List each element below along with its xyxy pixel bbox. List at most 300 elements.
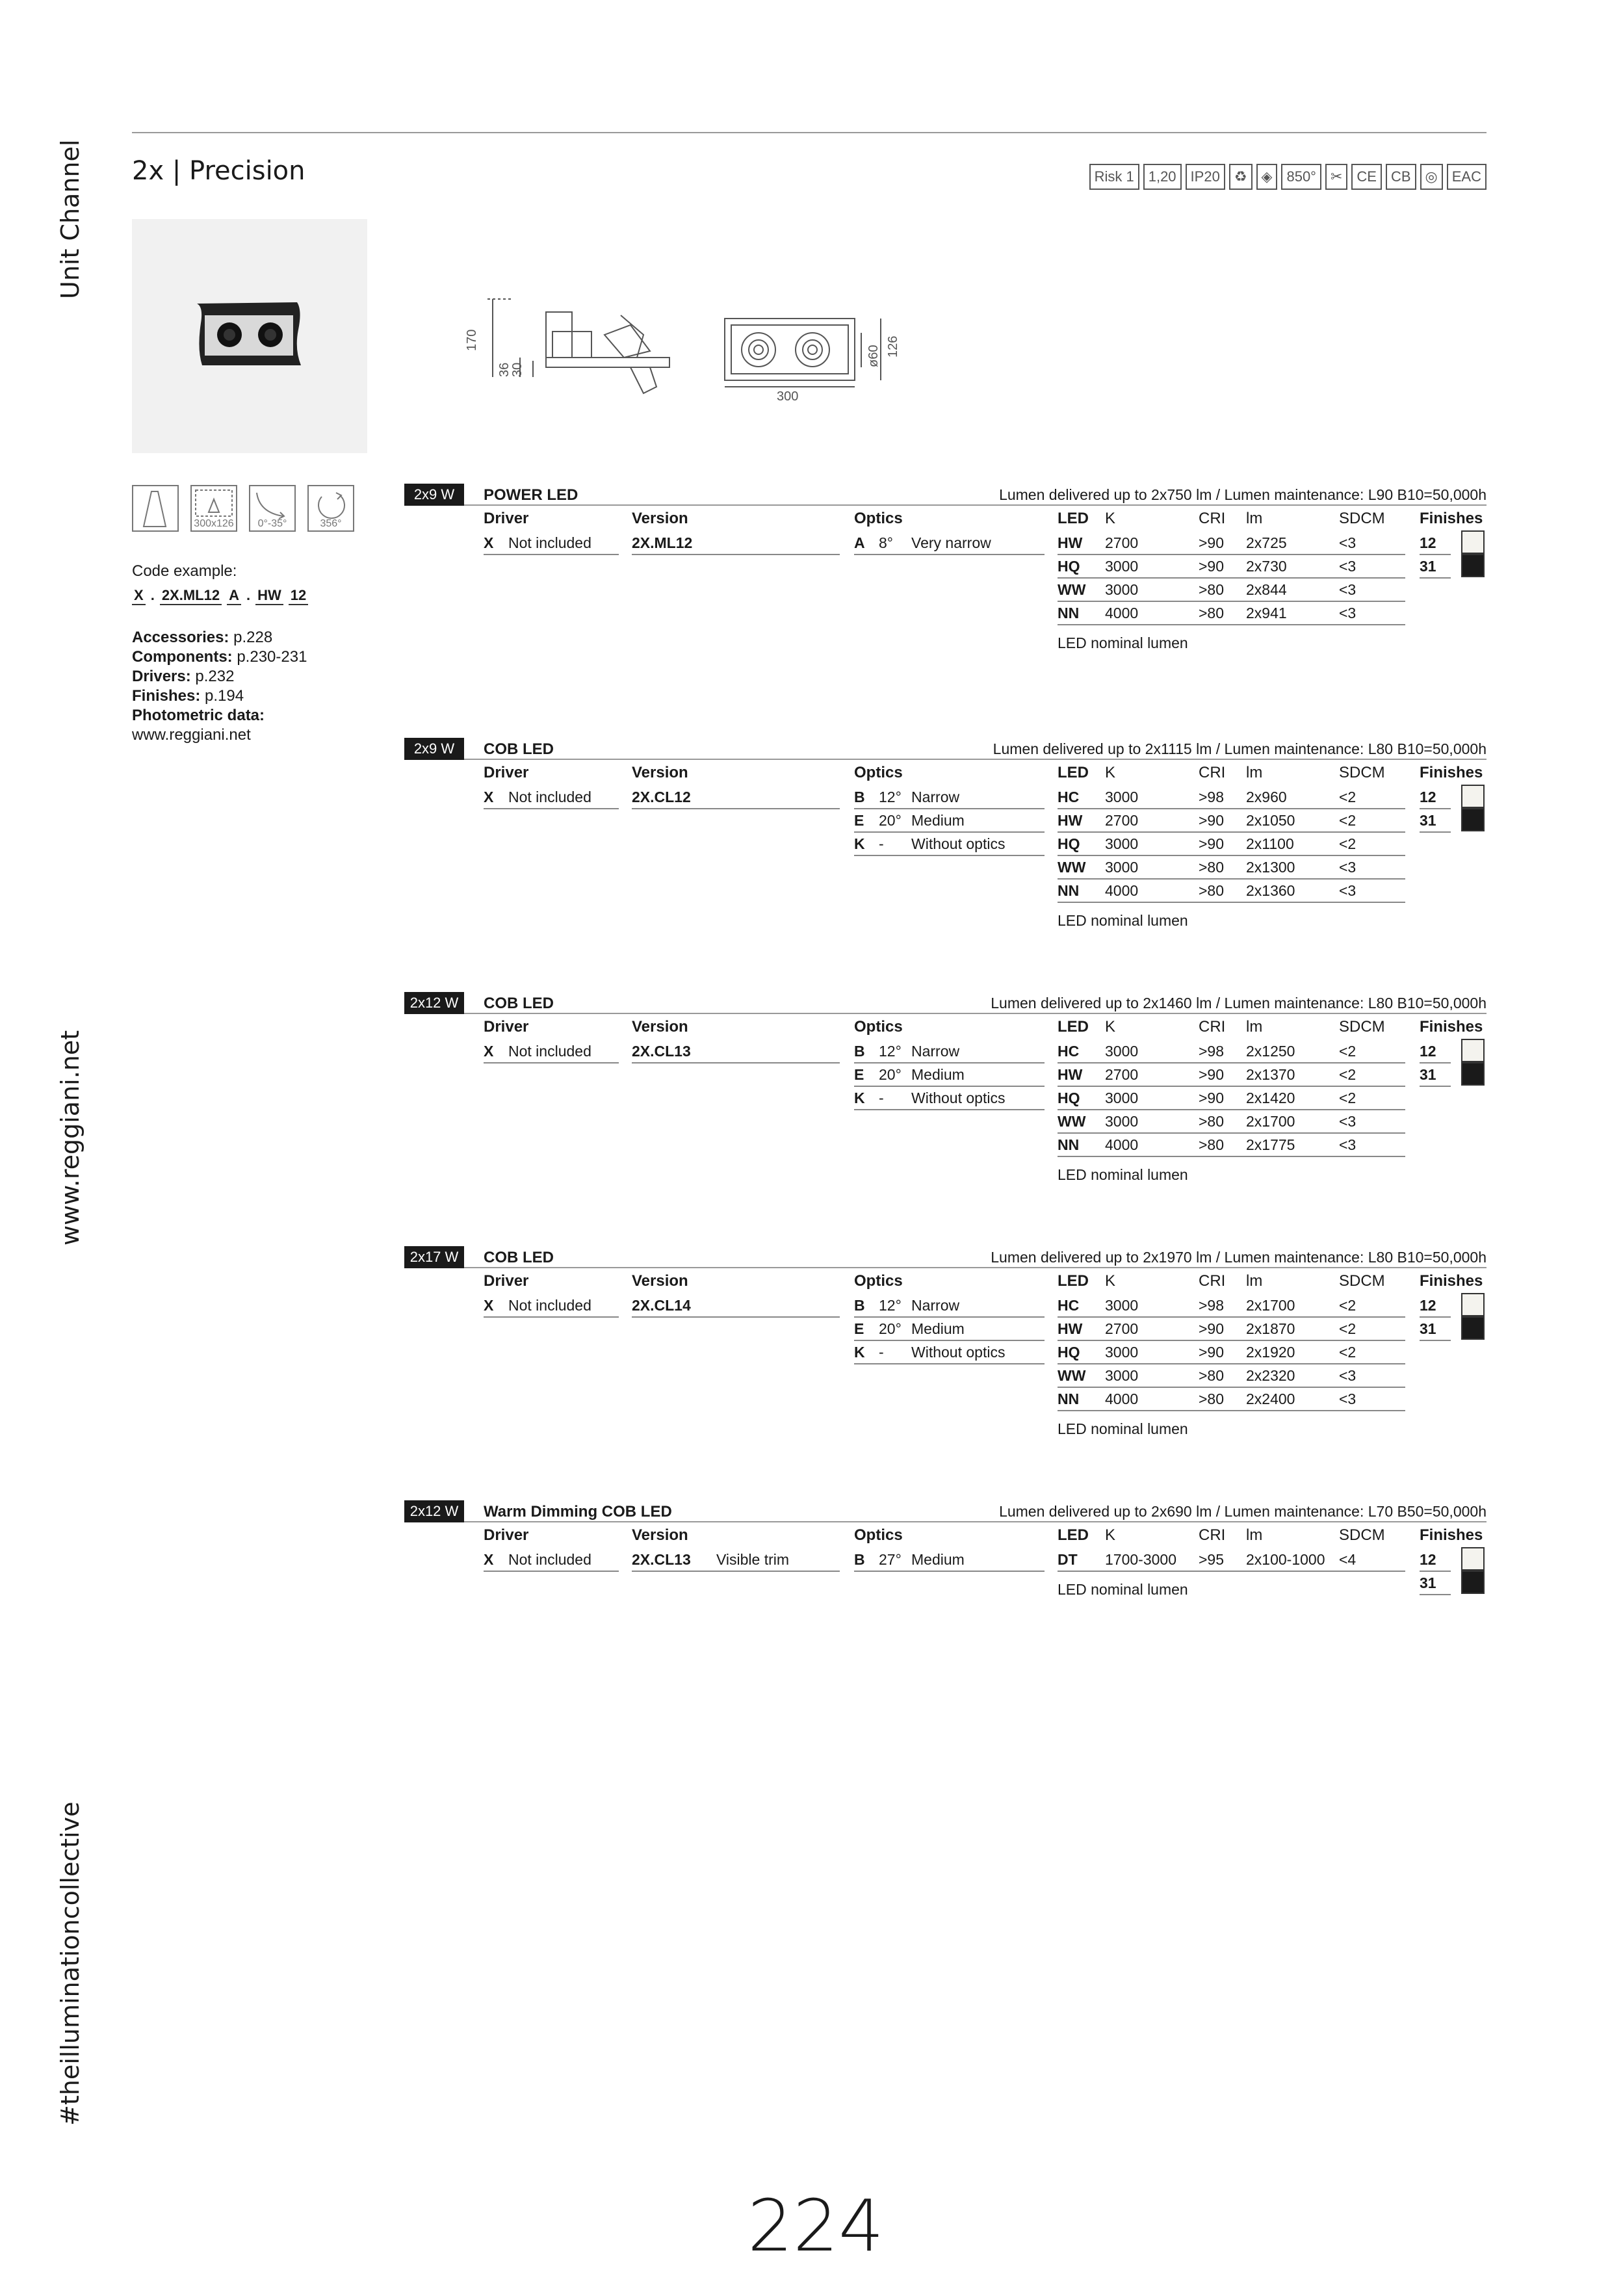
row-divider bbox=[854, 1363, 1045, 1364]
optics-label: Medium bbox=[911, 1066, 965, 1083]
led-code: NN bbox=[1058, 1136, 1080, 1153]
led-nominal-note: LED nominal lumen bbox=[1058, 1581, 1188, 1598]
ref-drivers: Drivers: p.232 bbox=[132, 668, 235, 685]
led-cri: >80 bbox=[1199, 882, 1225, 899]
led-lm: 2x1100 bbox=[1246, 835, 1294, 852]
section-header bbox=[404, 1500, 1487, 1522]
optics-label: Narrow bbox=[911, 1043, 960, 1060]
section-header bbox=[404, 738, 1487, 760]
dim-depth: 126 bbox=[886, 335, 900, 358]
led-code: WW bbox=[1058, 1113, 1086, 1130]
lumen-info: Lumen delivered up to 2x750 lm / Lumen maintenance: L90 B10=50,000h bbox=[999, 486, 1487, 503]
led-code: WW bbox=[1058, 581, 1086, 598]
led-sdcm: <3 bbox=[1339, 1367, 1357, 1384]
led-lm: 2x1700 bbox=[1246, 1113, 1295, 1130]
row-divider bbox=[854, 831, 1045, 833]
led-lm: 2x1420 bbox=[1246, 1089, 1295, 1106]
optics-angle: 12° bbox=[879, 1043, 902, 1060]
ccc-icon: ◎ bbox=[1420, 164, 1443, 190]
version-label: Visible trim bbox=[716, 1551, 790, 1568]
cb-icon: CB bbox=[1386, 164, 1416, 190]
led-header: LED bbox=[1058, 1272, 1089, 1290]
optics-angle: 12° bbox=[879, 1297, 902, 1314]
optics-label: Narrow bbox=[911, 1297, 960, 1314]
driver-label: Not included bbox=[508, 1297, 591, 1314]
row-divider bbox=[484, 1316, 619, 1318]
driver-code: X bbox=[484, 1551, 494, 1568]
row-divider bbox=[1420, 577, 1451, 579]
led-sdcm: <3 bbox=[1339, 558, 1357, 575]
top-rule bbox=[132, 132, 1487, 133]
row-divider bbox=[854, 855, 1045, 856]
led-sdcm: <2 bbox=[1339, 1320, 1357, 1337]
side-label-hashtag: #theilluminationcollective bbox=[56, 1801, 84, 2126]
code-dot: . bbox=[150, 587, 155, 603]
led-lm: 2x725 bbox=[1246, 534, 1287, 551]
driver-header: Driver bbox=[484, 1272, 529, 1290]
optics-code: E bbox=[854, 1320, 864, 1337]
led-code: HC bbox=[1058, 1043, 1080, 1060]
led-lm: 2x1920 bbox=[1246, 1344, 1295, 1361]
finish-swatch bbox=[1461, 808, 1485, 831]
tilt-icon-label: 0°-35° bbox=[257, 518, 287, 529]
led-k: 4000 bbox=[1105, 605, 1139, 621]
led-k: 3000 bbox=[1105, 1043, 1139, 1060]
finish-code: 31 bbox=[1420, 1320, 1436, 1337]
row-divider bbox=[1058, 1132, 1405, 1134]
dim-width: 300 bbox=[777, 389, 799, 403]
dim-h2: 36 bbox=[497, 362, 512, 377]
led-code: HW bbox=[1058, 812, 1083, 829]
driver-code: X bbox=[484, 1297, 494, 1314]
optics-angle: - bbox=[879, 1089, 884, 1106]
finish-code: 12 bbox=[1420, 1551, 1436, 1568]
side-label-website: www.reggiani.net bbox=[56, 1030, 84, 1246]
led-cri: >80 bbox=[1199, 1113, 1225, 1130]
driver-code: X bbox=[484, 1043, 494, 1060]
ce-icon: CE bbox=[1351, 164, 1382, 190]
led-cri: >80 bbox=[1199, 859, 1225, 876]
product-section bbox=[404, 1246, 1487, 1437]
led-lm: 2x100-1000 bbox=[1246, 1551, 1325, 1568]
led-code: HW bbox=[1058, 534, 1083, 551]
led-k: 2700 bbox=[1105, 812, 1139, 829]
k-header: K bbox=[1105, 1526, 1116, 1544]
optics-code: E bbox=[854, 812, 864, 829]
lm-header: lm bbox=[1246, 764, 1263, 781]
code-dot: . bbox=[246, 587, 251, 603]
led-code: HW bbox=[1058, 1320, 1083, 1337]
row-divider bbox=[1420, 1594, 1451, 1595]
led-cri: >98 bbox=[1199, 1043, 1225, 1060]
optics-code: K bbox=[854, 1344, 865, 1361]
page-references bbox=[132, 628, 307, 745]
led-nominal-note: LED nominal lumen bbox=[1058, 634, 1188, 651]
beam-icon bbox=[132, 485, 179, 532]
optics-label: Very narrow bbox=[911, 534, 991, 551]
side-label-unit-channel: Unit Channel bbox=[56, 139, 84, 299]
cri-header: CRI bbox=[1199, 510, 1226, 527]
optics-code: K bbox=[854, 1089, 865, 1106]
led-k: 3000 bbox=[1105, 1367, 1139, 1384]
code-part-driver: X bbox=[132, 587, 146, 605]
optics-label: Without optics bbox=[911, 1089, 1006, 1106]
row-divider bbox=[1058, 831, 1405, 833]
led-lm: 2x960 bbox=[1246, 789, 1287, 805]
led-k: 3000 bbox=[1105, 1113, 1139, 1130]
led-lm: 2x1360 bbox=[1246, 882, 1295, 899]
row-divider bbox=[854, 554, 1045, 555]
code-example bbox=[132, 562, 308, 605]
led-k: 4000 bbox=[1105, 1136, 1139, 1153]
led-lm: 2x941 bbox=[1246, 605, 1287, 621]
lm-header: lm bbox=[1246, 1526, 1263, 1544]
code-part-led: HW bbox=[255, 587, 283, 605]
page-number: 224 bbox=[747, 2184, 884, 2267]
optics-code: B bbox=[854, 1297, 865, 1314]
rotation-icon-label: 356° bbox=[320, 518, 342, 529]
finish-code: 12 bbox=[1420, 789, 1436, 805]
finishes-header: Finishes bbox=[1420, 1018, 1483, 1036]
optics-code: B bbox=[854, 1551, 865, 1568]
row-divider bbox=[632, 554, 840, 555]
row-divider bbox=[1420, 1571, 1451, 1572]
led-code: HQ bbox=[1058, 1344, 1080, 1361]
optics-angle: 20° bbox=[879, 812, 902, 829]
led-sdcm: <4 bbox=[1339, 1551, 1357, 1568]
section-header bbox=[404, 992, 1487, 1014]
led-code: NN bbox=[1058, 605, 1080, 621]
version-header: Version bbox=[632, 764, 688, 781]
led-nominal-note: LED nominal lumen bbox=[1058, 1420, 1188, 1437]
led-cri: >80 bbox=[1199, 581, 1225, 598]
led-code: HQ bbox=[1058, 1089, 1080, 1106]
distance-icon: 1,20 bbox=[1143, 164, 1182, 190]
led-k: 2700 bbox=[1105, 1066, 1139, 1083]
row-divider bbox=[484, 1062, 619, 1063]
led-header: LED bbox=[1058, 764, 1089, 781]
finish-swatch bbox=[1461, 530, 1485, 554]
row-divider bbox=[632, 1316, 840, 1318]
section-header bbox=[404, 484, 1487, 506]
optics-angle: 27° bbox=[879, 1551, 902, 1568]
optics-angle: 20° bbox=[879, 1066, 902, 1083]
led-cri: >90 bbox=[1199, 558, 1225, 575]
row-divider bbox=[854, 1086, 1045, 1087]
led-cri: >80 bbox=[1199, 605, 1225, 621]
led-code: NN bbox=[1058, 1390, 1080, 1407]
led-cri: >90 bbox=[1199, 534, 1225, 551]
lm-header: lm bbox=[1246, 510, 1263, 527]
lumen-info: Lumen delivered up to 2x1460 lm / Lumen maintenance: L80 B10=50,000h bbox=[991, 995, 1487, 1011]
led-cri: >90 bbox=[1199, 812, 1225, 829]
led-sdcm: <2 bbox=[1339, 812, 1357, 829]
watt-badge: 2x17 W bbox=[404, 1246, 464, 1268]
lm-header: lm bbox=[1246, 1018, 1263, 1036]
optics-angle: - bbox=[879, 835, 884, 852]
led-cri: >90 bbox=[1199, 1344, 1225, 1361]
section-header bbox=[404, 1246, 1487, 1268]
version-header: Version bbox=[632, 510, 688, 527]
led-code: DT bbox=[1058, 1551, 1078, 1568]
optics-label: Medium bbox=[911, 1551, 965, 1568]
no-insulation-icon: ✂ bbox=[1325, 164, 1347, 190]
page-title: 2x | Precision bbox=[132, 156, 305, 186]
dim-height: 170 bbox=[465, 329, 479, 351]
k-header: K bbox=[1105, 1272, 1116, 1290]
driver-label: Not included bbox=[508, 534, 591, 551]
optics-label: Without optics bbox=[911, 1344, 1006, 1361]
class-icon: ◈ bbox=[1256, 164, 1278, 190]
row-divider bbox=[632, 1062, 840, 1063]
led-k: 3000 bbox=[1105, 1297, 1139, 1314]
led-k: 3000 bbox=[1105, 789, 1139, 805]
cutout-icon-label: 300x126 bbox=[194, 518, 234, 529]
row-divider bbox=[1058, 601, 1405, 602]
led-cri: >98 bbox=[1199, 789, 1225, 805]
led-sdcm: <2 bbox=[1339, 1297, 1357, 1314]
led-sdcm: <3 bbox=[1339, 1390, 1357, 1407]
row-divider bbox=[854, 808, 1045, 809]
led-cri: >90 bbox=[1199, 1320, 1225, 1337]
finish-code: 31 bbox=[1420, 812, 1436, 829]
led-sdcm: <3 bbox=[1339, 534, 1357, 551]
code-example-label: Code example: bbox=[132, 562, 237, 580]
row-divider bbox=[1058, 1363, 1405, 1364]
row-divider bbox=[1058, 878, 1405, 880]
row-divider bbox=[1058, 554, 1405, 555]
certification-icons bbox=[1089, 164, 1487, 190]
row-divider bbox=[1420, 831, 1451, 833]
led-code: WW bbox=[1058, 859, 1086, 876]
optics-label: Narrow bbox=[911, 789, 960, 805]
led-k: 3000 bbox=[1105, 835, 1139, 852]
led-k: 4000 bbox=[1105, 882, 1139, 899]
driver-label: Not included bbox=[508, 789, 591, 805]
finish-swatch bbox=[1461, 1316, 1485, 1340]
recycle-icon: ♻ bbox=[1229, 164, 1253, 190]
finish-code: 31 bbox=[1420, 1066, 1436, 1083]
led-lm: 2x844 bbox=[1246, 581, 1287, 598]
led-type: POWER LED bbox=[484, 486, 578, 504]
cri-header: CRI bbox=[1199, 764, 1226, 781]
led-lm: 2x1370 bbox=[1246, 1066, 1295, 1083]
led-lm: 2x1050 bbox=[1246, 812, 1295, 829]
lumen-info: Lumen delivered up to 2x1115 lm / Lumen maintenance: L80 B10=50,000h bbox=[993, 740, 1487, 757]
version-header: Version bbox=[632, 1018, 688, 1036]
row-divider bbox=[1058, 1340, 1405, 1341]
finish-swatch bbox=[1461, 785, 1485, 808]
led-lm: 2x1250 bbox=[1246, 1043, 1295, 1060]
lm-header: lm bbox=[1246, 1272, 1263, 1290]
led-header: LED bbox=[1058, 510, 1089, 527]
finishes-header: Finishes bbox=[1420, 764, 1483, 781]
optics-label: Without optics bbox=[911, 835, 1006, 852]
watt-badge: 2x12 W bbox=[404, 1500, 464, 1522]
rotation-icon bbox=[307, 485, 354, 532]
led-type: Warm Dimming COB LED bbox=[484, 1503, 672, 1520]
finish-code: 31 bbox=[1420, 1574, 1436, 1591]
row-divider bbox=[1058, 808, 1405, 809]
row-divider bbox=[854, 1571, 1045, 1572]
led-lm: 2x730 bbox=[1246, 558, 1287, 575]
led-lm: 2x1870 bbox=[1246, 1320, 1295, 1337]
row-divider bbox=[1058, 1316, 1405, 1318]
optics-code: K bbox=[854, 835, 865, 852]
led-code: HW bbox=[1058, 1066, 1083, 1083]
optics-label: Medium bbox=[911, 1320, 965, 1337]
led-k: 1700-3000 bbox=[1105, 1551, 1176, 1568]
optics-angle: - bbox=[879, 1344, 884, 1361]
led-k: 3000 bbox=[1105, 558, 1139, 575]
row-divider bbox=[484, 1571, 619, 1572]
version-code: 2X.CL13 bbox=[632, 1043, 691, 1060]
led-code: HQ bbox=[1058, 558, 1080, 575]
row-divider bbox=[854, 1062, 1045, 1063]
led-sdcm: <3 bbox=[1339, 1113, 1357, 1130]
finishes-header: Finishes bbox=[1420, 1526, 1483, 1544]
led-code: HC bbox=[1058, 1297, 1080, 1314]
watt-badge: 2x12 W bbox=[404, 992, 464, 1014]
row-divider bbox=[1058, 577, 1405, 579]
finish-swatch bbox=[1461, 1547, 1485, 1571]
risk-icon: Risk 1 bbox=[1089, 164, 1139, 190]
led-cri: >80 bbox=[1199, 1136, 1225, 1153]
led-sdcm: <3 bbox=[1339, 1136, 1357, 1153]
cutout-icon bbox=[190, 485, 237, 532]
row-divider bbox=[1420, 1316, 1451, 1318]
driver-header: Driver bbox=[484, 764, 529, 781]
led-cri: >90 bbox=[1199, 1066, 1225, 1083]
optics-angle: 8° bbox=[879, 534, 893, 551]
technical-drawings bbox=[455, 273, 910, 403]
feature-icons bbox=[132, 485, 354, 532]
led-header: LED bbox=[1058, 1526, 1089, 1544]
led-k: 3000 bbox=[1105, 581, 1139, 598]
finish-code: 31 bbox=[1420, 558, 1436, 575]
led-type: COB LED bbox=[484, 740, 554, 758]
row-divider bbox=[1058, 902, 1405, 903]
led-sdcm: <3 bbox=[1339, 605, 1357, 621]
optics-code: B bbox=[854, 789, 865, 805]
eac-icon: EAC bbox=[1447, 164, 1487, 190]
row-divider bbox=[1420, 1062, 1451, 1063]
optics-header: Optics bbox=[854, 764, 903, 781]
finish-swatch bbox=[1461, 1293, 1485, 1316]
led-cri: >80 bbox=[1199, 1367, 1225, 1384]
product-section bbox=[404, 738, 1487, 929]
finishes-header: Finishes bbox=[1420, 510, 1483, 527]
led-k: 3000 bbox=[1105, 859, 1139, 876]
watt-badge: 2x9 W bbox=[404, 484, 464, 506]
code-part-version: 2X.ML12 bbox=[160, 587, 222, 605]
finish-swatch bbox=[1461, 1039, 1485, 1062]
led-nominal-note: LED nominal lumen bbox=[1058, 912, 1188, 929]
sdcm-header: SDCM bbox=[1339, 1526, 1385, 1544]
finish-code: 12 bbox=[1420, 1043, 1436, 1060]
row-divider bbox=[1058, 1062, 1405, 1063]
driver-label: Not included bbox=[508, 1043, 591, 1060]
row-divider bbox=[1420, 1340, 1451, 1341]
cri-header: CRI bbox=[1199, 1272, 1226, 1290]
led-header: LED bbox=[1058, 1018, 1089, 1036]
led-lm: 2x1775 bbox=[1246, 1136, 1295, 1153]
led-code: WW bbox=[1058, 1367, 1086, 1384]
k-header: K bbox=[1105, 764, 1116, 781]
cri-header: CRI bbox=[1199, 1018, 1226, 1036]
optics-header: Optics bbox=[854, 1018, 903, 1036]
optics-code: A bbox=[854, 534, 865, 551]
led-sdcm: <2 bbox=[1339, 1043, 1357, 1060]
version-header: Version bbox=[632, 1272, 688, 1290]
led-code: HQ bbox=[1058, 835, 1080, 852]
driver-header: Driver bbox=[484, 1526, 529, 1544]
optics-header: Optics bbox=[854, 1526, 903, 1544]
led-type: COB LED bbox=[484, 1249, 554, 1266]
row-divider bbox=[1058, 1571, 1405, 1572]
row-divider bbox=[1420, 1086, 1451, 1087]
k-header: K bbox=[1105, 1018, 1116, 1036]
product-section bbox=[404, 484, 1487, 651]
cri-header: CRI bbox=[1199, 1526, 1226, 1544]
ref-website: www.reggiani.net bbox=[132, 726, 251, 744]
row-divider bbox=[1058, 1086, 1405, 1087]
led-k: 4000 bbox=[1105, 1390, 1139, 1407]
sdcm-header: SDCM bbox=[1339, 764, 1385, 781]
ip-rating-icon: IP20 bbox=[1186, 164, 1225, 190]
driver-label: Not included bbox=[508, 1551, 591, 1568]
driver-header: Driver bbox=[484, 1018, 529, 1036]
led-sdcm: <2 bbox=[1339, 1344, 1357, 1361]
ref-photometric: Photometric data: bbox=[132, 707, 265, 724]
row-divider bbox=[854, 1340, 1045, 1341]
lumen-info: Lumen delivered up to 2x1970 lm / Lumen maintenance: L80 B10=50,000h bbox=[991, 1249, 1487, 1266]
led-sdcm: <3 bbox=[1339, 581, 1357, 598]
led-code: HC bbox=[1058, 789, 1080, 805]
led-sdcm: <2 bbox=[1339, 1066, 1357, 1083]
driver-header: Driver bbox=[484, 510, 529, 527]
product-section bbox=[404, 1500, 1487, 1598]
led-k: 3000 bbox=[1105, 1089, 1139, 1106]
row-divider bbox=[1058, 1410, 1405, 1411]
optics-code: E bbox=[854, 1066, 864, 1083]
version-code: 2X.CL12 bbox=[632, 789, 691, 805]
code-example-row bbox=[132, 587, 308, 605]
finish-code: 12 bbox=[1420, 534, 1436, 551]
sdcm-header: SDCM bbox=[1339, 510, 1385, 527]
ref-finishes: Finishes: p.194 bbox=[132, 687, 244, 705]
product-image bbox=[132, 219, 367, 453]
row-divider bbox=[1058, 624, 1405, 625]
led-type: COB LED bbox=[484, 995, 554, 1012]
ref-accessories: Accessories: p.228 bbox=[132, 629, 273, 646]
led-lm: 2x1700 bbox=[1246, 1297, 1295, 1314]
finishes-header: Finishes bbox=[1420, 1272, 1483, 1290]
driver-code: X bbox=[484, 789, 494, 805]
led-cri: >90 bbox=[1199, 835, 1225, 852]
optics-code: B bbox=[854, 1043, 865, 1060]
sdcm-header: SDCM bbox=[1339, 1272, 1385, 1290]
led-k: 2700 bbox=[1105, 534, 1139, 551]
led-lm: 2x1300 bbox=[1246, 859, 1295, 876]
led-sdcm: <2 bbox=[1339, 789, 1357, 805]
finish-code: 12 bbox=[1420, 1297, 1436, 1314]
led-sdcm: <3 bbox=[1339, 882, 1357, 899]
k-header: K bbox=[1105, 510, 1116, 527]
led-cri: >90 bbox=[1199, 1089, 1225, 1106]
optics-angle: 12° bbox=[879, 789, 902, 805]
code-part-finish: 12 bbox=[289, 587, 308, 605]
